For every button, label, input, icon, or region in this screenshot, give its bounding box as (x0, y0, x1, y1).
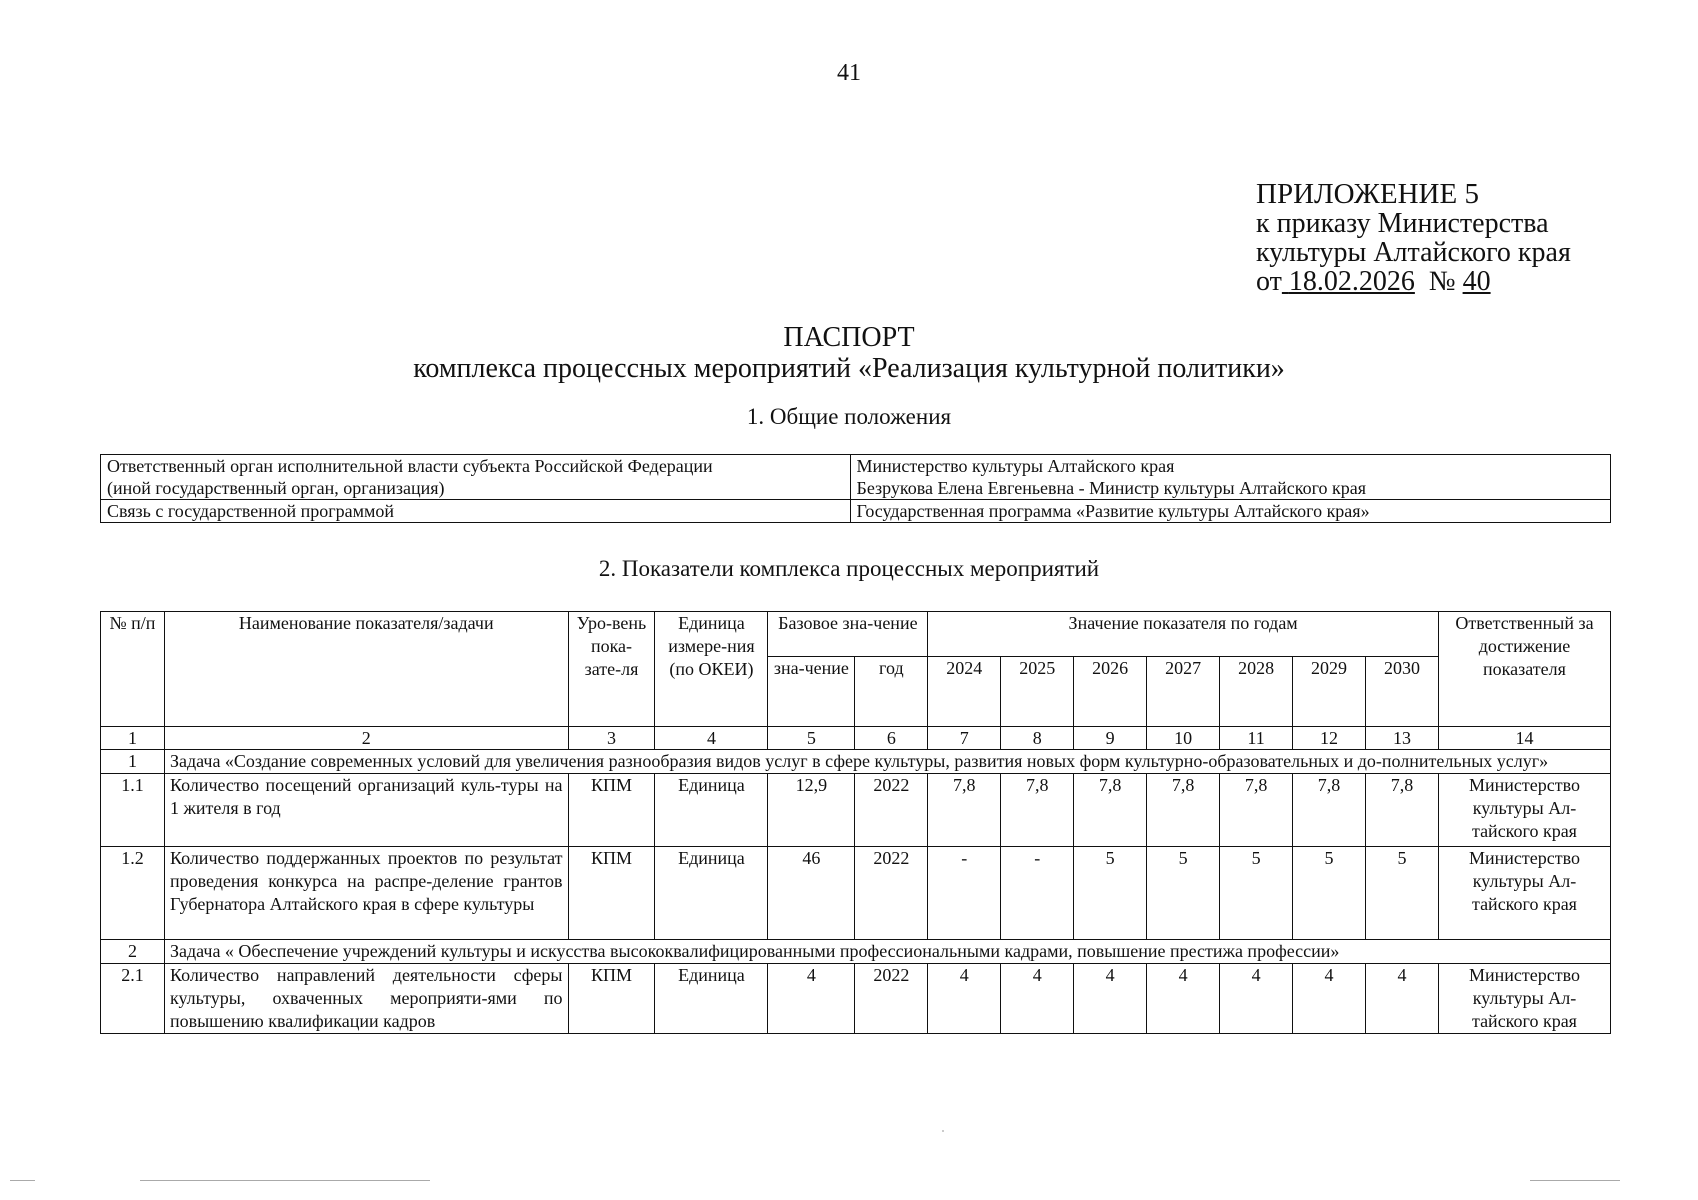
scan-artifact (140, 1180, 430, 1181)
appendix-line-2: культуры Алтайского края (1256, 237, 1571, 268)
header-base-year: год (855, 657, 928, 727)
header-name: Наименование показателя/задачи (164, 612, 568, 727)
row-value: 7,8 (1074, 774, 1147, 847)
column-number: 11 (1220, 727, 1293, 750)
row-responsible: Министерство культуры Ал-тайского края (1438, 964, 1610, 1034)
row-base-year: 2022 (855, 774, 928, 847)
row-value: 4 (1147, 964, 1220, 1034)
column-number: 9 (1074, 727, 1147, 750)
column-number: 12 (1293, 727, 1366, 750)
row-value: 4 (928, 964, 1001, 1034)
row-num: 1.1 (101, 774, 165, 847)
header-num: № п/п (101, 612, 165, 727)
column-number: 8 (1001, 727, 1074, 750)
scan-artifact (1530, 1180, 1620, 1181)
row-value: 5 (1366, 847, 1439, 940)
general-label: Связь с государственной программой (101, 500, 851, 523)
header-year: 2029 (1293, 657, 1366, 727)
indicator-row (101, 964, 1611, 1034)
appendix-block (1256, 180, 1676, 296)
scan-speck (942, 1130, 944, 1132)
passport-title: ПАСПОРТ (783, 322, 915, 353)
row-value: 7,8 (1366, 774, 1439, 847)
passport-subtitle: комплекса процессных мероприятий «Реализация культурной политики» (413, 353, 1285, 384)
order-date: 18.02.2026 (1288, 266, 1415, 297)
column-number: 5 (768, 727, 855, 750)
indicators-table (100, 611, 1611, 1034)
row-unit: Единица (655, 964, 768, 1034)
indicator-row (101, 774, 1611, 847)
header-base: Базовое зна-чение (768, 612, 928, 657)
row-level: КПМ (568, 964, 655, 1034)
row-value: 7,8 (928, 774, 1001, 847)
row-base-value: 46 (768, 847, 855, 940)
task-row (101, 940, 1611, 964)
appendix-line-1: к приказу Министерства (1256, 208, 1549, 239)
passport-title-block (0, 322, 1698, 384)
general-value: Министерство культуры Алтайского края Безрукова Елена Евгеньевна - Министр культуры Алтайского края (850, 455, 1611, 500)
row-value: 5 (1074, 847, 1147, 940)
appendix-date-line (1256, 267, 1676, 296)
row-base-value: 4 (768, 964, 855, 1034)
page-number: 41 (837, 60, 861, 86)
column-number: 1 (101, 727, 165, 750)
column-number: 6 (855, 727, 928, 750)
column-numbers-row (101, 727, 1611, 750)
indicator-row (101, 847, 1611, 940)
row-base-value: 12,9 (768, 774, 855, 847)
general-label: Ответственный орган исполнительной власти субъекта Российской Федерации (иной государственный орган, организация) (101, 455, 851, 500)
row-num: 1.2 (101, 847, 165, 940)
column-number: 2 (164, 727, 568, 750)
row-responsible: Министерство культуры Ал-тайского края (1438, 847, 1610, 940)
header-year: 2030 (1366, 657, 1439, 727)
row-value: 4 (1293, 964, 1366, 1034)
row-value: 5 (1293, 847, 1366, 940)
date-prefix: от (1256, 266, 1282, 297)
row-value: 4 (1220, 964, 1293, 1034)
column-number: 13 (1366, 727, 1439, 750)
row-level: КПМ (568, 847, 655, 940)
column-number: 4 (655, 727, 768, 750)
scan-artifact (10, 1180, 35, 1181)
header-base-value: зна-чение (768, 657, 855, 727)
row-value: 7,8 (1293, 774, 1366, 847)
appendix-title: ПРИЛОЖЕНИЕ 5 (1256, 178, 1479, 210)
row-base-year: 2022 (855, 964, 928, 1034)
row-value: 7,8 (1147, 774, 1220, 847)
task-num: 1 (101, 750, 165, 774)
column-number: 7 (928, 727, 1001, 750)
task-text: Задача « Обеспечение учреждений культуры и искусства высококвалифицированными профессиональными кадрами, повышение престижа профессии» (164, 940, 1610, 964)
row-num: 2.1 (101, 964, 165, 1034)
number-prefix: № (1428, 266, 1456, 297)
column-number: 10 (1147, 727, 1220, 750)
header-year: 2024 (928, 657, 1001, 727)
header-responsible: Ответственный за достижение показателя (1438, 612, 1610, 727)
row-name: Количество посещений организаций куль-туры на 1 жителя в год (164, 774, 568, 847)
row-name: Количество поддержанных проектов по результат проведения конкурса на распре-деление грантов Губернатора Алтайского края в сфере культуры (164, 847, 568, 940)
row-responsible: Министерство культуры Ал-тайского края (1438, 774, 1610, 847)
header-year: 2027 (1147, 657, 1220, 727)
row-unit: Единица (655, 847, 768, 940)
task-num: 2 (101, 940, 165, 964)
column-number: 3 (568, 727, 655, 750)
row-level: КПМ (568, 774, 655, 847)
row-name: Количество направлений деятельности сферы культуры, охваченных мероприяти-ями по повышению квалификации кадров (164, 964, 568, 1034)
header-by-years: Значение показателя по годам (928, 612, 1439, 657)
row-value: 4 (1001, 964, 1074, 1034)
section2-heading: 2. Показатели комплекса процессных мероприятий (598, 556, 1100, 581)
row-value: 7,8 (1001, 774, 1074, 847)
row-value: 5 (1220, 847, 1293, 940)
row-base-year: 2022 (855, 847, 928, 940)
header-unit: Единица измере-ния (по ОКЕИ) (655, 612, 768, 727)
general-info-table (100, 454, 1611, 523)
task-text: Задача «Создание современных условий для увеличения разнообразия видов услуг в сфере культуры, развития новых форм культурно-образовательных и до-полнительных услуг» (164, 750, 1610, 774)
task-row (101, 750, 1611, 774)
row-value: 4 (1366, 964, 1439, 1034)
header-year: 2026 (1074, 657, 1147, 727)
row-value: - (928, 847, 1001, 940)
row-value: - (1001, 847, 1074, 940)
header-level: Уро-вень пока-зате-ля (568, 612, 655, 727)
column-number: 14 (1438, 727, 1610, 750)
order-number: 40 (1462, 266, 1491, 297)
header-year: 2025 (1001, 657, 1074, 727)
row-unit: Единица (655, 774, 768, 847)
section1-heading: 1. Общие положения (746, 404, 952, 429)
row-value: 4 (1074, 964, 1147, 1034)
header-year: 2028 (1220, 657, 1293, 727)
row-value: 5 (1147, 847, 1220, 940)
general-value: Государственная программа «Развитие культуры Алтайского края» (850, 500, 1611, 523)
row-value: 7,8 (1220, 774, 1293, 847)
